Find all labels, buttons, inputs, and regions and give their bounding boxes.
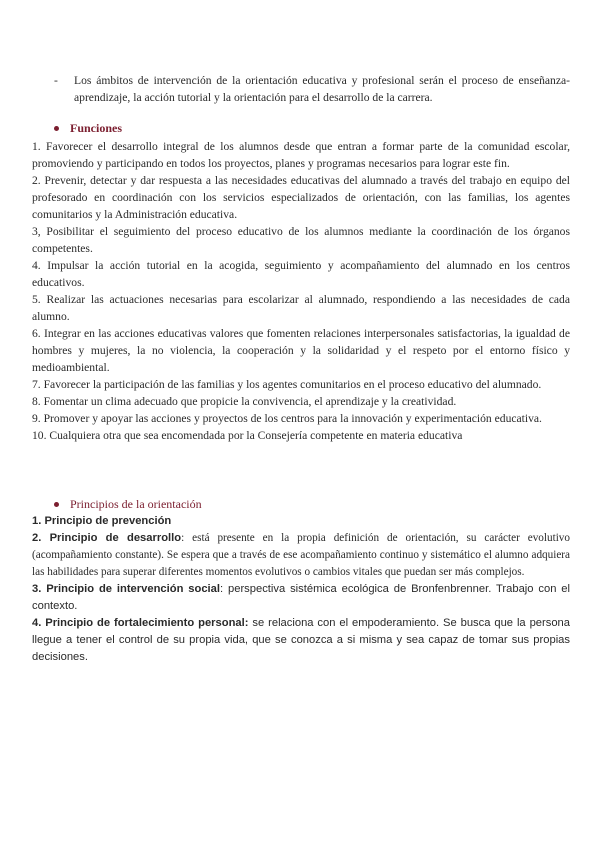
principio-desarrollo [32, 530, 570, 581]
principio-fortalecimiento [32, 615, 570, 666]
principio-title: 2. Principio de desarrollo [32, 532, 182, 544]
funciones-heading [54, 120, 122, 137]
principio-intervencion-social [32, 581, 570, 615]
principio-text: : está presente en la propia definición de orientación, su carácter evolutivo (acompañamiento constante). Se espera que a través de ese acompañamiento continuo y sistemático el alumno adquiera las habilidades para superar diferentes momentos evolutivos o cambios vitales que puedan ser más complejos. [32, 532, 570, 578]
list-item: 6. Integrar en las acciones educativas valores que fomenten relaciones interpersonales satisfactorias, la igualdad de hombres y mujeres, la no violencia, la cooperación y la solidaridad y el respeto por el entorno físico y medioambiental. [32, 327, 570, 374]
principio-title: 1. Principio de prevención [32, 515, 172, 527]
list-item: 5. Realizar las actuaciones necesarias para escolarizar al alumnado, respondiendo a las necesidades de cada alumno. [32, 293, 570, 323]
principio-title: 3. Principio de intervención social [32, 583, 221, 595]
list-item: 4. Impulsar la acción tutorial en la acogida, seguimiento y acompañamiento del alumnado en los centros educativos. [32, 259, 570, 289]
dash-marker: - [54, 74, 58, 87]
principio-prevencion [32, 513, 570, 530]
principios-heading-label: Principios de la orientación [70, 497, 202, 511]
bullet-icon [54, 126, 59, 131]
intro-paragraph: Los ámbitos de intervención de la orientación educativa y profesional serán el proceso de enseñanza-aprendizaje, la acción tutorial y la orientación para el desarrollo de la carrera. [74, 74, 570, 104]
funciones-list [32, 138, 570, 444]
list-item: 1. Favorecer el desarrollo integral de los alumnos desde que entran a formar parte de la comunidad escolar, promoviendo y participando en todos los proyectos, planes y programas necesarios para lograr este fin. [32, 140, 570, 170]
principio-title: 4. Principio de fortalecimiento personal: [32, 617, 249, 629]
list-item: 10. Cualquiera otra que sea encomendada por la Consejería competente en materia educativa [32, 429, 463, 442]
bullet-icon [54, 502, 59, 507]
principio-text: se relaciona con el empoderamiento. Se busca que la persona llegue a tener el control de su propia vida, que se conozca a si misma y sea capaz de tomar sus propias decisiones. [32, 617, 570, 663]
funciones-heading-label: Funciones [70, 121, 123, 135]
list-item: 2. Prevenir, detectar y dar respuesta a las necesidades educativas del alumnado a través del trabajo en equipo del profesorado en coordinación con los servicios especializados de orientación, con las familias, los agentes comunitarios y la Administración educativa. [32, 174, 570, 221]
list-item: 8. Fomentar un clima adecuado que propicie la convivencia, el aprendizaje y la creatividad. [32, 395, 457, 408]
principios-heading [54, 496, 202, 513]
principio-text: : perspectiva sistémica ecológica de Bronfenbrenner. Trabajo con el contexto. [32, 583, 570, 612]
list-item: 9. Promover y apoyar las acciones y proyectos de los centros para la innovación y experimentación educativa. [32, 412, 542, 425]
list-item: 7. Favorecer la participación de las familias y los agentes comunitarios en el proceso educativo del alumnado. [32, 378, 542, 391]
list-item: 3, Posibilitar el seguimiento del proceso educativo de los alumnos mediante la coordinación de los órganos competentes. [32, 225, 570, 255]
principios-section [32, 513, 570, 666]
